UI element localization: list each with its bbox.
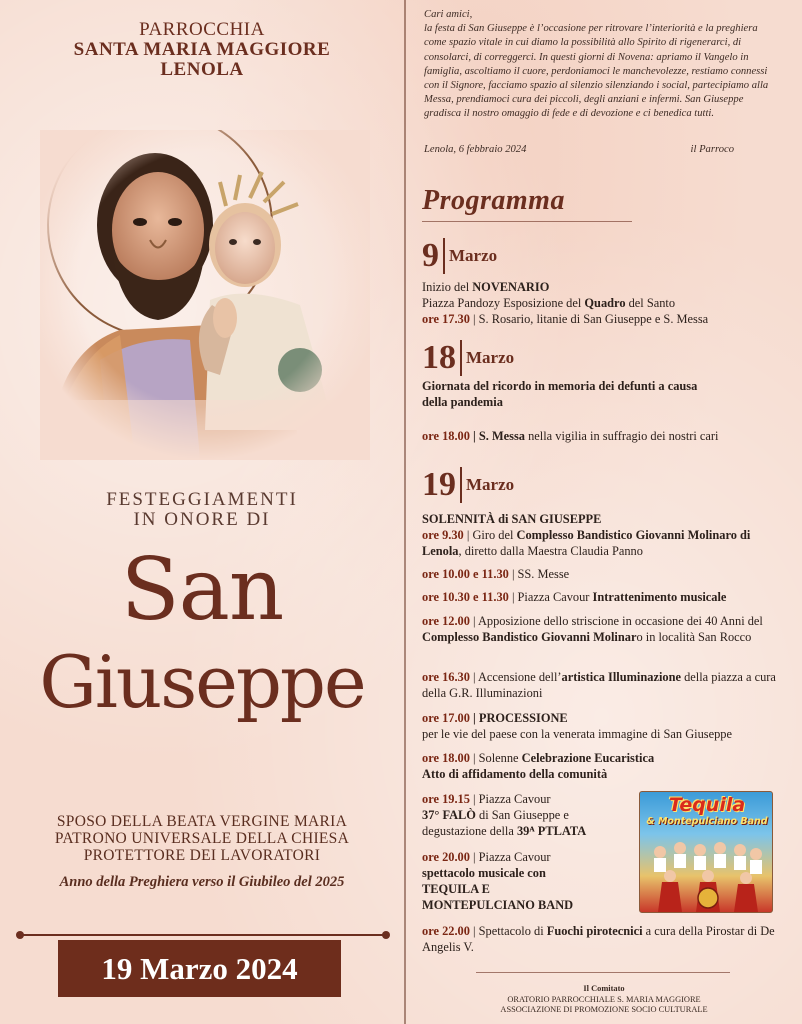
- saint-titles: [0, 813, 404, 864]
- event-19-illuminazione: ore 16.30 | Accensione dell’artistica Illuminazione della piazza a cura della G.R. Illuminazioni: [422, 670, 776, 700]
- parish-line1: PARROCCHIA: [139, 19, 265, 40]
- footer-credits: [406, 984, 802, 1016]
- day-18-heading: [422, 340, 514, 376]
- festeggiamenti-heading: [0, 490, 404, 530]
- event-19-celebrazione: ore 18.00 | Solenne Celebrazione Eucaristica Atto di affidamento della comunità: [422, 751, 655, 781]
- band-members-image: [646, 836, 768, 912]
- event-19-intrattenimento: ore 10.30 e 11.30 | Piazza Cavour Intrattenimento musicale: [422, 590, 727, 604]
- date-banner: 19 Marzo 2024: [58, 940, 341, 997]
- footer-line2: ASSOCIAZIONE DI PROMOZIONE SOCIO CULTURALE: [500, 1005, 708, 1014]
- day-number: 9: [422, 238, 445, 274]
- title-line2: PATRONO UNIVERSALE DELLA CHIESA: [54, 830, 350, 847]
- day-19-heading: [422, 467, 514, 503]
- poster-subtitle: & Montepulciano Band: [646, 816, 768, 827]
- event-9-novenario: Inizio del NOVENARIO Piazza Pandozy Esposizione del Quadro del Santo ore 17.30 | S. Rosario, litanie di San Giuseppe e S. Messa: [422, 280, 709, 326]
- saint-joseph-statue-image: [40, 130, 370, 460]
- letter-footer: [424, 144, 764, 155]
- parish-line2: SANTA MARIA MAGGIORE: [73, 39, 331, 60]
- day-9-heading: [422, 238, 497, 274]
- event-18-messa: ore 18.00 | S. Messa nella vigilia in suffragio dei nostri cari: [422, 429, 719, 443]
- letter-body: la festa di San Giuseppe è l’occasione per ritrovare l’interiorità e la preghiera come spazio vitale in cui diamo la possibilità allo Spirito di rigenerarci, di consolarci, di correggerci. In questi giorni di Novena: apriamo il Vangelo in famiglia, ascoltiamo il cuore, perdoniamoci le manchevolezze, restiamo connessi con il Signore, facciamo spazio al silenzio silenziando i social, partecipiamo alla Messa, prendiamoci cura dei piccoli, degli anziani e infermi. San Giuseppe gradisca il nostro omaggio di fede e di devozione e ci benedica tutti.: [424, 23, 769, 120]
- letter-greeting: Cari amici,: [424, 9, 473, 20]
- festeggiamenti-line2: IN ONORE DI: [133, 509, 271, 530]
- title-line1: SPOSO DELLA BEATA VERGINE MARIA: [56, 813, 348, 830]
- poster-title: Tequila: [668, 794, 746, 816]
- day-month: Marzo: [466, 348, 515, 367]
- day-month: Marzo: [466, 475, 515, 494]
- footer-line1: ORATORIO PARROCCHIALE S. MARIA MAGGIORE: [507, 994, 701, 1004]
- letter-place-date: Lenola, 6 febbraio 2024: [424, 144, 527, 155]
- date-divider: [18, 934, 388, 936]
- footer-rule: [476, 972, 730, 973]
- programma-heading: Programma: [422, 185, 565, 216]
- programma-rule: [422, 221, 632, 222]
- event-19-falo: ore 19.15 | Piazza Cavour 37° FALÒ di San Giuseppe e degustazione della 39ᴬ PTLATA: [422, 792, 587, 838]
- day-number: 19: [422, 467, 462, 503]
- band-poster-image: [639, 791, 773, 913]
- letter-signature: il Parroco: [690, 144, 734, 155]
- pastor-letter: [424, 8, 772, 122]
- event-19-striscione: ore 12.00 | Apposizione dello striscione in occasione dei 40 Anni del Complesso Bandistico Giovanni Molinaro in località San Rocco: [422, 614, 763, 644]
- day-number: 18: [422, 340, 462, 376]
- saint-name-word1: San: [120, 540, 284, 640]
- title-line3: PROTETTORE DEI LAVORATORI: [83, 847, 321, 864]
- saint-name-word2: Giuseppe: [39, 640, 365, 724]
- footer-comitato: Il Comitato: [583, 984, 625, 993]
- event-19-processione: ore 17.00 | PROCESSIONE per le vie del paese con la venerata immagine di San Giuseppe: [422, 711, 732, 741]
- event-19-spettacolo-musicale: ore 20.00 | Piazza Cavour spettacolo musicale con TEQUILA E MONTEPULCIANO BAND: [422, 850, 574, 912]
- festeggiamenti-line1: FESTEGGIAMENTI: [106, 489, 298, 510]
- parish-header: [0, 20, 404, 80]
- event-19-solennita: SOLENNITÀ di SAN GIUSEPPE ore 9.30 | Giro del Complesso Bandistico Giovanni Molinaro di Lenola, diretto dalla Maestra Claudia Panno: [422, 512, 751, 558]
- parish-line3: LENOLA: [160, 59, 244, 80]
- event-19-messe: ore 10.00 e 11.30 | SS. Messe: [422, 567, 570, 581]
- event-19-fuochi: ore 22.00 | Spettacolo di Fuochi pirotecnici a cura della Pirostar di De Angelis V.: [422, 924, 775, 954]
- day-month: Marzo: [449, 246, 498, 265]
- jubilee-year-note: Anno della Preghiera verso il Giubileo del 2025: [59, 874, 345, 890]
- event-18-ricordo: Giornata del ricordo in memoria dei defunti a causa della pandemia: [422, 379, 698, 409]
